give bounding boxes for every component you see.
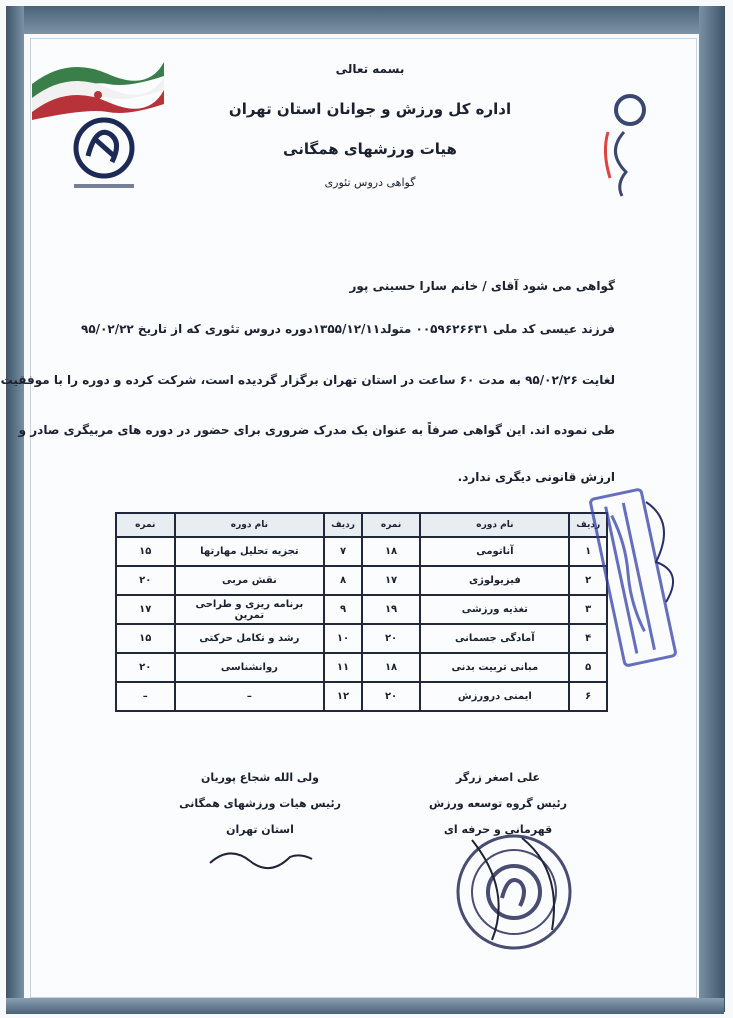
signature-icon (200, 843, 320, 873)
course-grade: ۲۰ (116, 653, 175, 682)
signer-name: ولی الله شجاع پوریان (200, 771, 320, 784)
header-grade: نمره (362, 513, 421, 537)
course-name: – (175, 682, 325, 711)
signer-region: استان تهران (226, 823, 294, 836)
table-row (116, 682, 607, 711)
row-number: ۸ (324, 566, 362, 595)
rect-stamp-icon (586, 482, 686, 682)
row-number: ۱ (569, 537, 607, 566)
signer-dept: قهرمانی و حرفه ای (443, 823, 553, 836)
row-number: ۹ (324, 595, 362, 624)
course-name: آمادگی جسمانی (420, 624, 569, 653)
signer-title: رئیس هیات ورزشهای همگانی (179, 797, 341, 810)
header-course-name: نام دوره (175, 513, 325, 537)
row-number: ۵ (569, 653, 607, 682)
frame-border-left (6, 6, 24, 1012)
body-line-duration: لغایت ۹۵/۰۲/۲۶ به مدت ۶۰ ساعت در استان تهران برگزار گردیده است، شرکت کرده و دوره را با موفقیت (0, 373, 615, 387)
table-row (116, 537, 607, 566)
signer-name: علی اصغر زرگر (455, 771, 541, 784)
header-course-name: نام دوره (420, 513, 569, 537)
header-row-number: ردیف (569, 513, 607, 537)
header-grade: نمره (116, 513, 175, 537)
row-number: ۶ (569, 682, 607, 711)
course-grade: ۱۸ (362, 537, 421, 566)
course-name: نقش مربی (175, 566, 325, 595)
row-number: ۲ (569, 566, 607, 595)
course-name: روانشناسی (175, 653, 325, 682)
frame-border-right (699, 6, 725, 1012)
course-grade: ۱۸ (362, 653, 421, 682)
frame-border-bottom (6, 998, 724, 1014)
body-line-recipient: گواهی می شود آقای / خانم سارا حسینی پور (349, 279, 615, 293)
course-grade: ۲۰ (116, 566, 175, 595)
signature-block-left (160, 765, 360, 883)
table-header-row (116, 513, 607, 537)
row-number: ۱۲ (324, 682, 362, 711)
course-name: تغذیه ورزشی (420, 595, 569, 624)
course-name: تجزیه تحلیل مهارتها (175, 537, 325, 566)
course-grade: – (116, 682, 175, 711)
organization-title: اداره کل ورزش و جوانان استان تهران (228, 100, 512, 118)
round-stamp-icon (452, 830, 576, 954)
header-row-number: ردیف (324, 513, 362, 537)
course-grade: ۱۷ (116, 595, 175, 624)
row-number: ۱۱ (324, 653, 362, 682)
courses-table (115, 512, 608, 712)
row-number: ۷ (324, 537, 362, 566)
course-name: آناتومی (420, 537, 569, 566)
course-grade: ۱۵ (116, 624, 175, 653)
course-grade: ۲۰ (362, 682, 421, 711)
row-number: ۳ (569, 595, 607, 624)
board-title: هیات ورزشهای همگانی (283, 140, 457, 158)
row-number: ۱۰ (324, 624, 362, 653)
course-grade: ۱۹ (362, 595, 421, 624)
course-grade: ۱۷ (362, 566, 421, 595)
iran-flag-icon (28, 48, 168, 120)
course-name: برنامه ریزی و طراحی تمرین (175, 595, 325, 624)
emblem-logo-icon (596, 92, 656, 198)
course-name: رشد و تکامل حرکتی (175, 624, 325, 653)
body-line-purpose: طی نموده اند. این گواهی صرفاً به عنوان یک مدرک ضروری برای حضور در دوره های مربیگری صادر و (18, 423, 615, 437)
certificate-type: گواهی دروس تئوری (324, 176, 416, 189)
table-row (116, 566, 607, 595)
table-row (116, 595, 607, 624)
body-line-details: فرزند عیسی کد ملی ۰۰۵۹۶۲۶۶۳۱ متولد۱۳۵۵/۱۲/۱۱دوره دروس تئوری که از تاریخ ۹۵/۰۲/۲۲ (81, 322, 615, 336)
course-name: ایمنی درورزش (420, 682, 569, 711)
table-row (116, 653, 607, 682)
frame-border-top (6, 6, 724, 34)
course-name: فیزیولوژی (420, 566, 569, 595)
row-number: ۴ (569, 624, 607, 653)
table-row (116, 624, 607, 653)
course-grade: ۲۰ (362, 624, 421, 653)
course-name: مبانی تربیت بدنی (420, 653, 569, 682)
course-grade: ۱۵ (116, 537, 175, 566)
bismillah-heading: بسمه تعالی (335, 62, 405, 76)
emblem-logo-icon (66, 112, 142, 196)
signer-title: رئیس گروه توسعه ورزش (429, 797, 567, 810)
body-line-validity: ارزش قانونی دیگری ندارد. (457, 470, 615, 484)
